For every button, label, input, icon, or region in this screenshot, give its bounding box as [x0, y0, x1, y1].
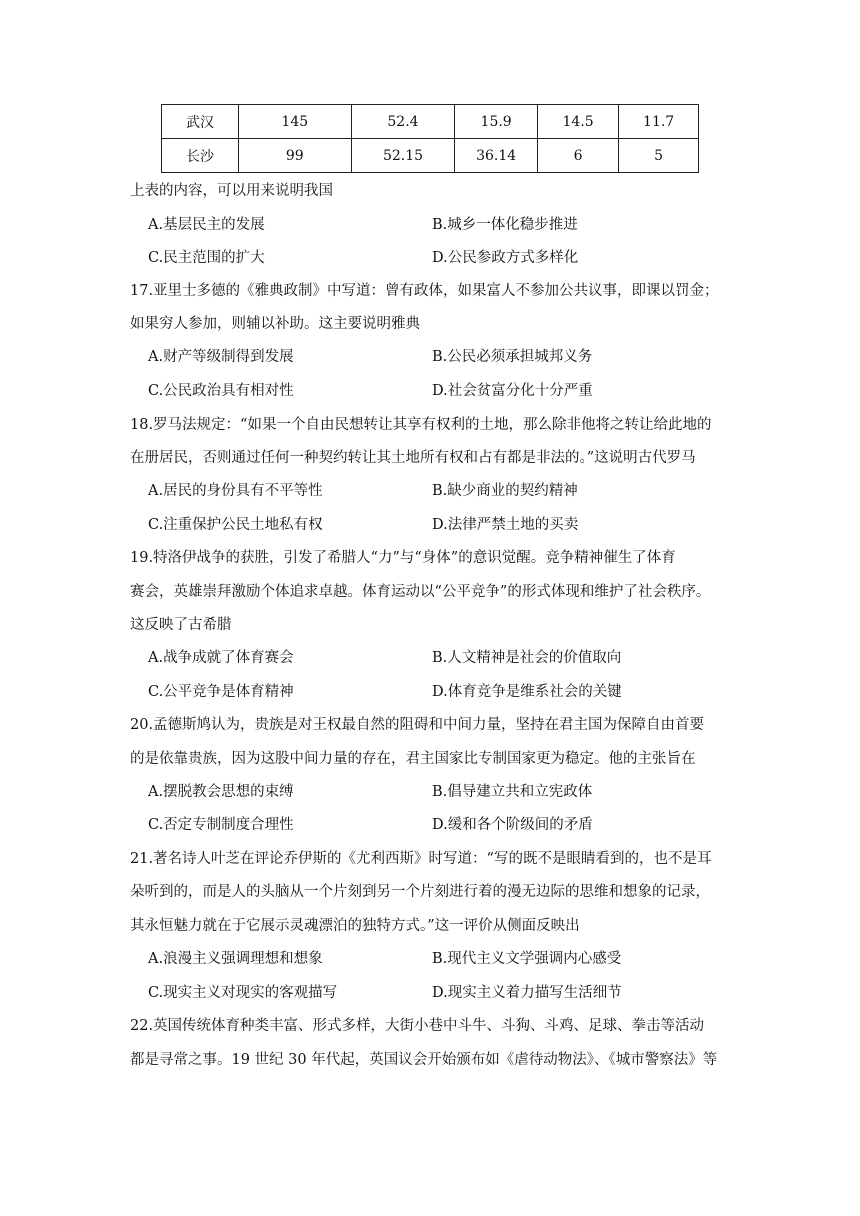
table-cell: 145: [239, 105, 351, 139]
question-17-option-a: A.财产等级制得到发展: [148, 349, 294, 365]
question-18-line-2: 在册居民，否则通过任何一种契约转让其土地所有权和占有都是非法的。”这说明古代罗马: [130, 450, 696, 466]
question-21-option-a: A.浪漫主义强调理想和想象: [148, 951, 323, 967]
question-21-option-d: D.现实主义着力描写生活细节: [432, 985, 622, 1001]
question-20-line-1: 20.孟德斯鸠认为，贵族是对王权最自然的阻碍和中间力量，坚持在君主国为保障自由首要: [130, 717, 705, 733]
question-19-line-1: 19.特洛伊战争的获胜，引发了希腊人“力”与“身体”的意识觉醒。竞争精神催生了体育: [130, 550, 676, 566]
question-20-option-b: B.倡导建立共和立宪政体: [432, 784, 593, 800]
question-17-option-b: B.公民必须承担城邦义务: [432, 349, 593, 365]
question-21-line-3: 其永恒魅力就在于它展示灵魂漂泊的独特方式。”这一评价从侧面反映出: [130, 918, 580, 934]
question-21-option-c: C.现实主义对现实的客观描写: [148, 985, 338, 1001]
question-18-option-a: A.居民的身份具有不平等性: [148, 483, 323, 499]
question-16-option-c: C.民主范围的扩大: [148, 250, 265, 266]
table-cell: 5: [619, 139, 699, 173]
question-19-option-a: A.战争成就了体育赛会: [148, 650, 294, 666]
question-17-option-c: C.公民政治具有相对性: [148, 383, 294, 399]
question-20-option-c: C.否定专制制度合理性: [148, 817, 294, 833]
question-18-option-b: B.缺少商业的契约精神: [432, 483, 578, 499]
question-17-option-d: D.社会贫富分化十分严重: [432, 383, 593, 399]
question-22-line-2: 都是寻常之事。19 世纪 30 年代起，英国议会开始颁布如《虐待动物法》、《城市警察法》等: [130, 1052, 718, 1068]
question-20-option-d: D.缓和各个阶级间的矛盾: [432, 817, 593, 833]
table-cell: 36.14: [455, 139, 537, 173]
table-cell: 11.7: [619, 105, 699, 139]
question-16-option-d: D.公民参政方式多样化: [432, 250, 579, 266]
question-16-option-b: B.城乡一体化稳步推进: [432, 217, 578, 233]
table-row: [162, 139, 699, 173]
question-16-option-a: A.基层民主的发展: [148, 217, 265, 233]
question-21-option-b: B.现代主义文学强调内心感受: [432, 951, 622, 967]
statistics-table: [161, 104, 699, 173]
table-cell: 15.9: [455, 105, 537, 139]
question-20-line-2: 的是依靠贵族，因为这股中间力量的存在，君主国家比专制国家更为稳定。他的主张旨在: [130, 751, 696, 767]
question-18-line-1: 18.罗马法规定：“如果一个自由民想转让其享有权利的土地，那么除非他将之转让给此地的: [130, 417, 712, 433]
question-16-stem: 上表的内容，可以用来说明我国: [130, 183, 333, 199]
question-19-line-2: 赛会，英雄崇拜激励个体追求卓越。体育运动以“公平竞争”的形式体现和维护了社会秩序。: [130, 584, 711, 600]
table-cell: 长沙: [162, 139, 239, 173]
question-19-option-d: D.体育竞争是维系社会的关键: [432, 684, 622, 700]
question-17-line-1: 17.亚里士多德的《雅典政制》中写道：曾有政体，如果富人不参加公共议事，即课以罚金；: [130, 283, 719, 299]
question-19-line-3: 这反映了古希腊: [130, 617, 232, 633]
question-19-option-b: B.人文精神是社会的价值取向: [432, 650, 622, 666]
question-18-option-c: C.注重保护公民土地私有权: [148, 517, 323, 533]
question-21-line-2: 朵听到的，而是人的头脑从一个片刻到另一个片刻进行着的漫无边际的思维和想象的记录，: [130, 884, 710, 900]
question-21-line-1: 21.著名诗人叶芝在评论乔伊斯的《尤利西斯》时写道：“写的既不是眼睛看到的，也不是耳: [130, 851, 712, 867]
question-20-option-a: A.摆脱教会思想的束缚: [148, 784, 294, 800]
table-cell: 52.4: [351, 105, 455, 139]
table-cell: 武汉: [162, 105, 239, 139]
table-cell: 14.5: [537, 105, 618, 139]
table-cell: 6: [537, 139, 618, 173]
question-19-option-c: C.公平竞争是体育精神: [148, 684, 294, 700]
question-17-line-2: 如果穷人参加，则辅以补助。这主要说明雅典: [130, 316, 420, 332]
table-cell: 99: [239, 139, 351, 173]
table-cell: 52.15: [351, 139, 455, 173]
table-row: [162, 105, 699, 139]
question-22-line-1: 22.英国传统体育种类丰富、形式多样，大街小巷中斗牛、斗狗、斗鸡、足球、拳击等活动: [130, 1018, 705, 1034]
question-18-option-d: D.法律严禁土地的买卖: [432, 517, 579, 533]
